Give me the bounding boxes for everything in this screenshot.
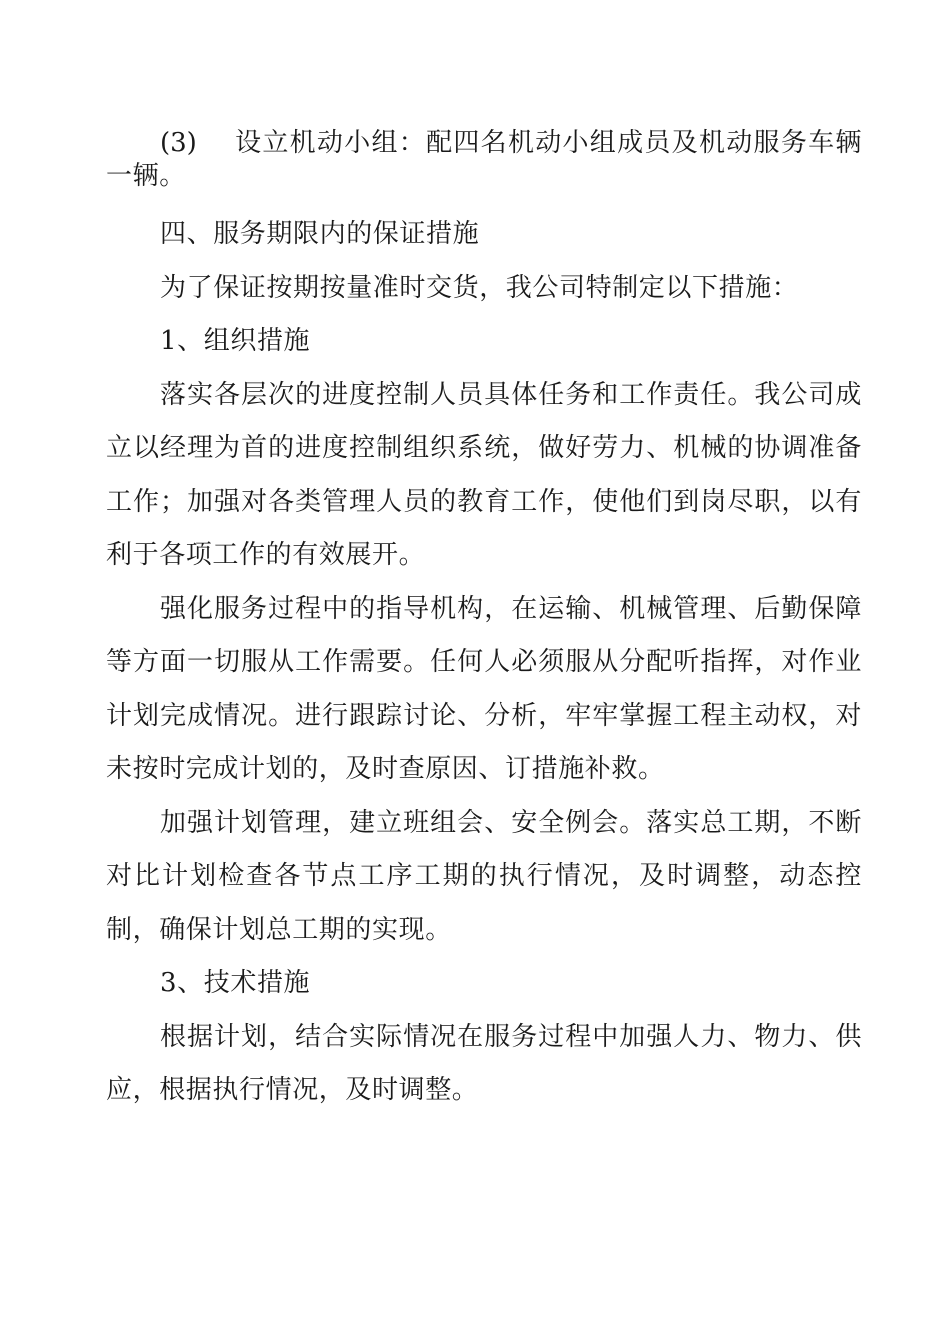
paragraph-guidance: 强化服务过程中的指导机构，在运输、机械管理、后勤保障等方面一切服从工作需要。任何人必须服从分配听指挥，对作业计划完成情况。进行跟踪讨论、分析，牢牢掌握工程主动权，对未按时完成计划的，及时查原因、订措施补救。: [106, 593, 862, 784]
paragraph-text: 设立机动小组：配四名机动小组成员及机动服务车辆一辆。: [106, 128, 862, 191]
section-heading-guarantee-measures: 四、服务期限内的保证措施: [160, 219, 480, 249]
paragraph-planning: 加强计划管理，建立班组会、安全例会。落实总工期，不断对比计划检查各节点工序工期的执行情况，及时调整，动态控制，确保计划总工期的实现。: [106, 807, 862, 945]
paragraph-mobile-team: [106, 127, 862, 193]
subheading-technical-measures: 3、技术措施: [160, 968, 311, 998]
subheading-organizational-measures: 1、组织措施: [160, 326, 311, 356]
paragraph-intro: 为了保证按期按量准时交货，我公司特制定以下措施：: [160, 272, 799, 303]
document-body: [106, 127, 862, 1118]
paragraph-responsibility: 落实各层次的进度控制人员具体任务和工作责任。我公司成立以经理为首的进度控制组织系统，做好劳力、机械的协调准备工作；加强对各类管理人员的教育工作，使他们到岗尽职，以有利于各项工作的有效展开。: [106, 379, 862, 570]
item-number: (3): [160, 128, 197, 158]
paragraph-adjustment: 根据计划，结合实际情况在服务过程中加强人力、物力、供应，根据执行情况，及时调整。: [106, 1021, 862, 1105]
